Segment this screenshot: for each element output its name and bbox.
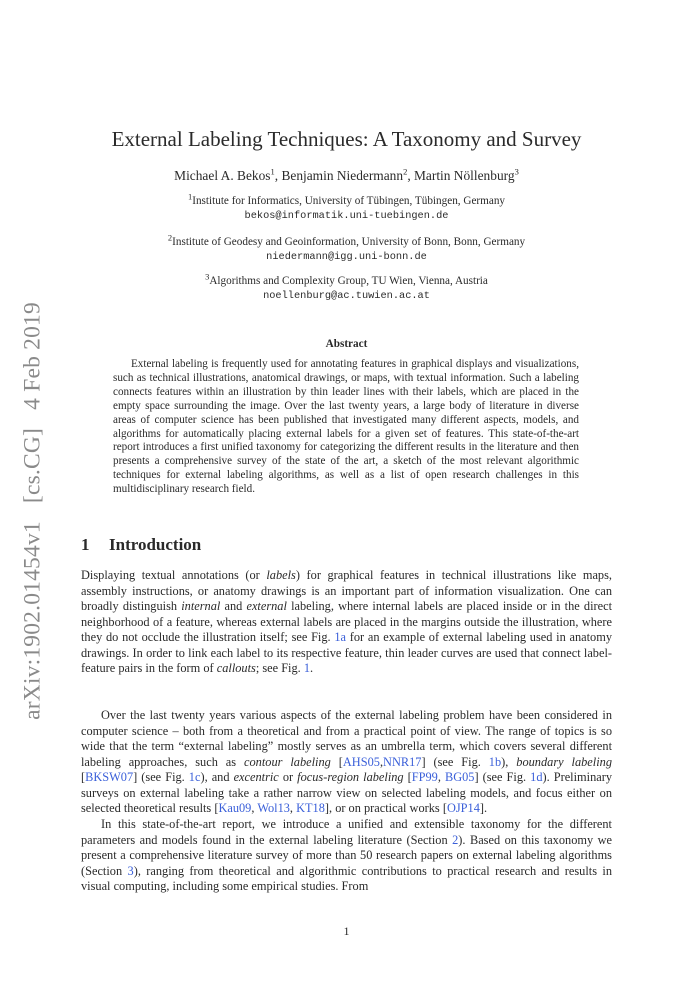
author-mark: 3 bbox=[514, 166, 519, 177]
affiliation bbox=[0, 271, 693, 302]
abstract-heading: Abstract bbox=[325, 338, 368, 350]
reference-link[interactable]: 1 bbox=[303, 661, 311, 676]
reference-link[interactable]: 1d bbox=[530, 770, 543, 785]
text-run: ] (see Fig. bbox=[421, 754, 489, 769]
affiliation-mark: 1 bbox=[187, 191, 193, 202]
text-run: ] (see Fig. bbox=[474, 770, 531, 785]
emphasis-term: internal bbox=[181, 599, 221, 614]
text-run: for an example of external labeling used in anatomy drawings. In order to link each label to its respective feature, thin leader curves are used that connect label-feature pairs in the form of bbox=[81, 630, 613, 676]
author-name: Martin Nöllenburg bbox=[414, 168, 515, 183]
author-name: Benjamin Niedermann bbox=[281, 168, 404, 183]
emphasis-term: labels bbox=[266, 568, 296, 582]
emphasis-term: external bbox=[246, 599, 287, 614]
text-run: [ bbox=[403, 770, 412, 785]
emphasis-term: contour labeling bbox=[244, 754, 331, 769]
reference-link[interactable]: NNR17 bbox=[383, 754, 422, 769]
text-run: , bbox=[251, 801, 258, 816]
arxiv-category: [cs.CG] bbox=[19, 427, 46, 504]
emphasis-term: focus-region labeling bbox=[297, 770, 404, 785]
reference-link[interactable]: BKSW07 bbox=[85, 770, 134, 785]
author bbox=[281, 168, 414, 183]
affiliation bbox=[0, 191, 693, 222]
arxiv-id: arXiv:1902.01454v1 bbox=[19, 521, 46, 720]
text-run: In this state-of-the-art report, we introduce a unified and extensible taxonomy for the different parameters and models found in the external labeling literature (Section bbox=[81, 817, 612, 847]
abstract-text: External labeling is frequently used for annotating features in graphical displays and visualizations, such as technical illustrations, anatomical drawings, or maps, with textual information. Such a labeling connects features within an illustration by thin leader lines with their labels, which are placed in the empty space surrounding the image. Over the last twenty years, a large body of literature in diverse areas of computer science has been published that investigated many different aspects, models, and algorithms for automatically placing external labels for a given set of features. This state-of-the-art report introduces a first unified taxonomy for categorizing the different results in the literature and then presents a comprehensive survey of the state of the art, a sketch of the most relevant algorithmic techniques for external labeling algorithms, as well as a list of open research challenges in this multidisciplinary research field. bbox=[113, 358, 579, 496]
affiliation-mark: 3 bbox=[205, 271, 210, 282]
author-sep: , bbox=[274, 168, 282, 183]
text-run: ), and bbox=[200, 770, 234, 785]
emphasis-term: boundary labeling bbox=[516, 754, 612, 769]
text-run: ], or on practical works [ bbox=[324, 801, 447, 816]
body-paragraph bbox=[81, 568, 612, 677]
author bbox=[414, 168, 519, 183]
section-number: 1 bbox=[81, 535, 90, 554]
reference-link[interactable]: BG05 bbox=[444, 770, 475, 785]
body-paragraph bbox=[81, 708, 612, 817]
author bbox=[174, 168, 281, 183]
text-run: ) for graphical features in technical illustrations like maps, assembly instructions, or anatomy drawings is an important part of information visualization. One can broadly distinguish bbox=[81, 568, 612, 614]
reference-link[interactable]: 1a bbox=[334, 630, 347, 645]
text-run: ), ranging from theoretical and algorithmic contributions to practical research and results in visual computing, including some empirical studies. From bbox=[81, 863, 612, 894]
reference-link[interactable]: FP99 bbox=[411, 770, 438, 785]
affiliation-email: niedermann@igg.uni-bonn.de bbox=[266, 251, 427, 263]
text-run: , bbox=[437, 770, 445, 785]
text-run: ). Based on this taxonomy we present a comprehensive literature survey of more than 50 research papers on external labeling algorithms (Section bbox=[81, 832, 613, 878]
text-run: labeling, where internal labels are placed inside or in the direct neighborhood of a feature, whereas external labels are placed in the margins outside the illustration, where they do not occlude the illustration itself; see Fig. bbox=[81, 599, 613, 645]
reference-link[interactable]: 1c bbox=[188, 770, 201, 785]
text-run: Displaying textual annotations (or bbox=[81, 568, 267, 582]
reference-link[interactable]: Kau09 bbox=[218, 801, 252, 816]
affiliation-text: Institute for Informatics, University of Tübingen, Tübingen, Germany bbox=[192, 195, 506, 207]
reference-link[interactable]: 1b bbox=[488, 754, 502, 769]
section-heading bbox=[81, 535, 201, 555]
reference-link[interactable]: KT18 bbox=[296, 801, 325, 816]
text-run: . bbox=[310, 661, 314, 676]
emphasis-term: excentric bbox=[233, 770, 279, 785]
reference-link[interactable]: 3 bbox=[127, 863, 134, 878]
text-run: Over the last twenty years various aspects of the external labeling problem have been considered in computer science – both from a theoretical and from a practical point of view. The range of topics is so wide that the term “external labeling” mostly serves as an umbrella term, which covers several different labeling approaches, such as bbox=[81, 708, 612, 769]
text-run: ]. bbox=[479, 801, 488, 816]
author-list bbox=[0, 168, 693, 184]
section-title: Introduction bbox=[109, 535, 202, 554]
arxiv-stamp bbox=[20, 290, 47, 720]
reference-link[interactable]: OJP14 bbox=[446, 801, 480, 816]
body-paragraph bbox=[81, 817, 612, 895]
page-number: 1 bbox=[343, 924, 350, 938]
author-name: Michael A. Bekos bbox=[174, 168, 271, 183]
author-mark: 1 bbox=[270, 166, 275, 177]
reference-link[interactable]: Wol13 bbox=[257, 801, 290, 816]
author-sep: , bbox=[407, 168, 415, 183]
emphasis-term: callouts bbox=[216, 661, 256, 676]
text-run: [ bbox=[81, 770, 86, 785]
reference-link[interactable]: AHS05 bbox=[342, 754, 380, 769]
affiliation-email: noellenburg@ac.tuwien.ac.at bbox=[263, 290, 430, 302]
text-run: , bbox=[289, 801, 297, 816]
affiliation-email: bekos@informatik.uni-tuebingen.de bbox=[244, 210, 449, 222]
author-mark: 2 bbox=[403, 166, 408, 177]
text-run: or bbox=[278, 770, 298, 785]
text-run: ] (see Fig. bbox=[133, 770, 189, 785]
text-run: , bbox=[379, 754, 384, 769]
affiliation-text: Institute of Geodesy and Geoinformation, University of Bonn, Bonn, Germany bbox=[172, 236, 526, 248]
text-run: ), bbox=[501, 754, 517, 769]
text-run: and bbox=[220, 599, 247, 614]
text-run: [ bbox=[330, 754, 343, 769]
text-run: ; see Fig. bbox=[255, 661, 304, 676]
affiliation bbox=[0, 232, 693, 263]
arxiv-date: 4 Feb 2019 bbox=[19, 302, 46, 410]
reference-link[interactable]: 2 bbox=[452, 832, 459, 847]
affiliation-mark: 2 bbox=[167, 232, 173, 243]
text-run: ). Preliminary surveys on external labeling take a rather narrow view on selected labeling models, and focus either on selected theoretical results [ bbox=[81, 770, 612, 816]
paper-title: External Labeling Techniques: A Taxonomy and Survey bbox=[111, 127, 582, 151]
affiliation-text: Algorithms and Complexity Group, TU Wien, Vienna, Austria bbox=[209, 275, 488, 287]
